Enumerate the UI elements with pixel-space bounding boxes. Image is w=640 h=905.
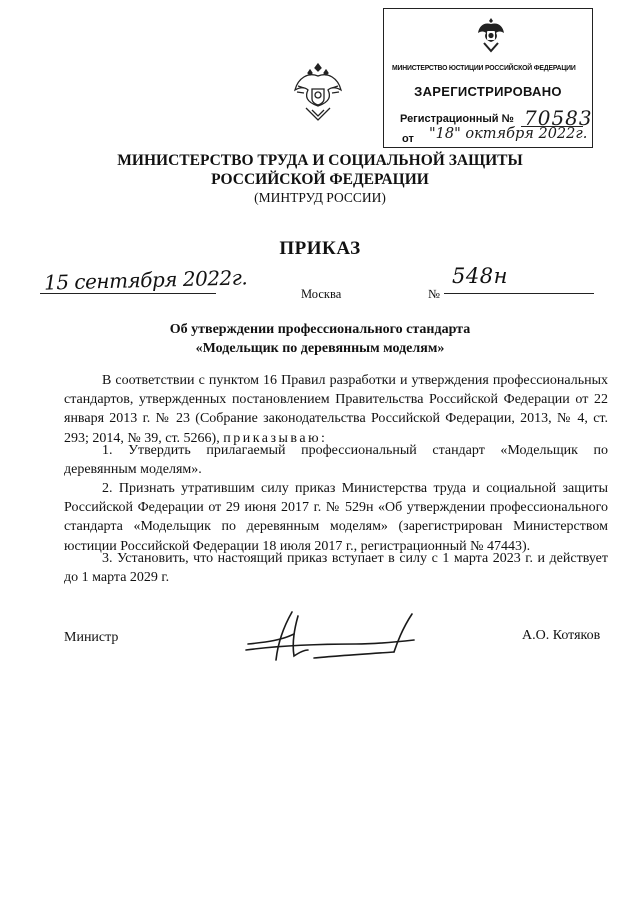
- coat-of-arms-icon: [292, 62, 344, 122]
- signatory-title: Министр: [64, 630, 119, 645]
- clause-2: 2. Признать утратившим силу приказ Министерства труда и социальной защиты Российской Федерации от 29 июня 2017 г. № 529н «Об утверждении профессионального стандарта «Модельщик по деревянным моделям» (зарегистрирован Министерством юстиции Российской Федерации 18 июля 2017 г., регистрационный № 47443).: [64, 481, 608, 554]
- stamp-date-label: от: [402, 133, 414, 145]
- order-city: Москва: [301, 287, 342, 301]
- clause-1: 1. Утвердить прилагаемый профессиональный стандарт «Модельщик по деревянным моделям».: [64, 443, 608, 478]
- document-type-title: ПРИКАЗ: [279, 238, 361, 259]
- order-number-sign: №: [428, 287, 440, 301]
- order-date-underline: [40, 293, 216, 294]
- order-date: 15 сентября 2022г.: [43, 265, 248, 295]
- stamp-date-value: "18" октября 2022г.: [429, 126, 588, 142]
- stamp-ministry-name: МИНИСТЕРСТВО ЮСТИЦИИ РОССИЙСКОЙ ФЕДЕРАЦИИ: [392, 63, 576, 72]
- clause-3: 3. Установить, что настоящий приказ вступает в силу с 1 марта 2023 г. и действует до 1 марта 2029 г.: [64, 551, 608, 586]
- stamp-emblem-icon: [476, 15, 506, 55]
- preamble-decree-word: приказываю:: [223, 430, 328, 446]
- order-subject-line1: Об утверждении профессионального стандарта: [169, 322, 471, 337]
- order-number-underline: [444, 293, 594, 294]
- stamp-reg-number-label: Регистрационный №: [400, 113, 514, 125]
- stamp-reg-number-value: 70583: [524, 106, 593, 130]
- preamble-text: В соответствии с пунктом 16 Правил разработки и утверждения профессиональных стандартов, утвержденных постановлением Правительства Российской Федерации от 22 января 2013 г. № 23 (Собрание законодательства Российской Федерации, 2013, № 4, ст. 293; 2014, № 39, ст. 5266),: [64, 373, 608, 446]
- order-number: 548н: [452, 264, 508, 288]
- ministry-short-name: (МИНТРУД РОССИИ): [254, 190, 386, 205]
- order-subject-line2: «Модельщик по деревянным моделям»: [195, 341, 445, 356]
- order-subject: [0, 320, 640, 358]
- registration-stamp: [383, 8, 593, 148]
- preamble-paragraph: [64, 371, 608, 448]
- signatory-name: А.О. Котяков: [522, 628, 601, 643]
- ministry-name-line2: РОССИЙСКОЙ ФЕДЕРАЦИИ: [211, 171, 429, 188]
- handwritten-signature: [244, 608, 434, 670]
- stamp-status: ЗАРЕГИСТРИРОВАНО: [414, 84, 562, 99]
- ministry-name-line1: МИНИСТЕРСТВО ТРУДА И СОЦИАЛЬНОЙ ЗАЩИТЫ: [117, 152, 523, 169]
